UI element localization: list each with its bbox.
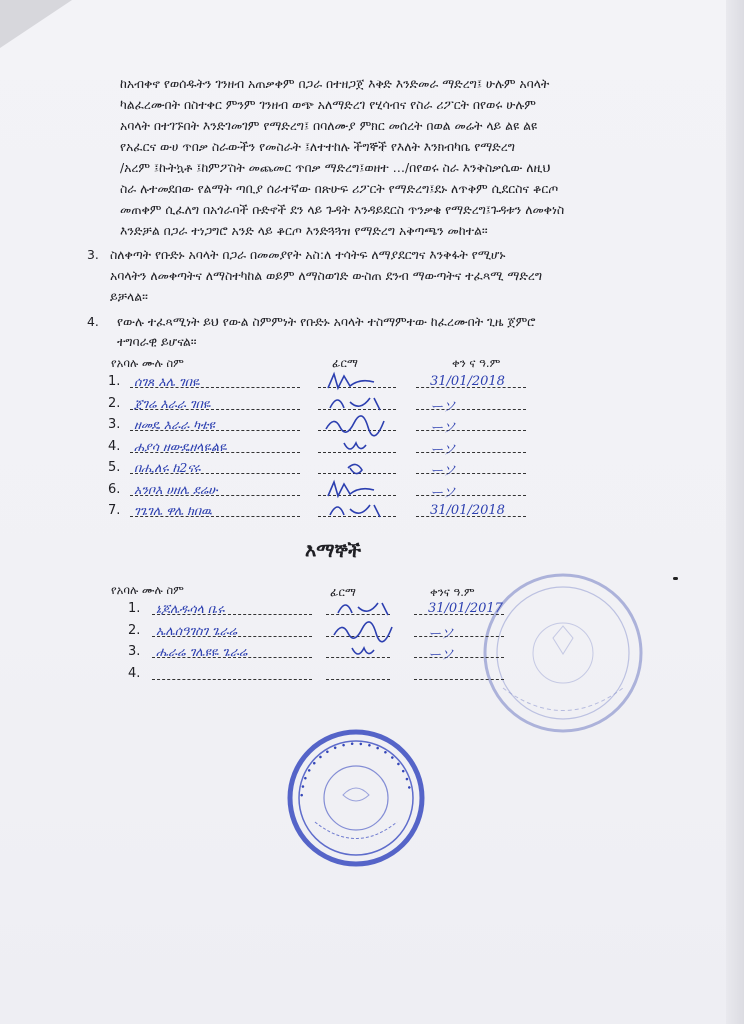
paragraph-line: መጠቀም ሲፈለግ በአጎራባች ቡድኖች ደን ላይ ጉዳት እንዳይደርስ ጥንቃቄ የማድረግ፤ጉዳቱን ለመቀነስ — [120, 202, 565, 217]
page-edge — [726, 0, 744, 1024]
handwritten-date: ーソ — [428, 648, 454, 663]
section-title: እማኞች — [305, 540, 362, 562]
signature-scribble — [324, 478, 394, 502]
row-number: 3. — [108, 417, 121, 432]
signature-scribble — [324, 499, 394, 523]
row-number: 6. — [108, 481, 121, 497]
paragraph-line: ካልፈረሙበት በስተቀር ምንም ገንዘብ ወጭ አለማድረገ የሂሳብና የስራ ሪፖርት በየወሩ ሁሉም — [120, 97, 536, 112]
handwritten-date: ーソ — [430, 464, 456, 479]
handwritten-name: ሔራሬ ገሌዩዬ ጌራሬ — [156, 644, 248, 659]
paragraph-line: ስራ ሉተመደበው የልማት ጣቢያ ሰራተኛው በጽሁፍ ሪፖርት የማድረግ፤ደኑ ለጥቅም ሲደርስና ቆርጦ — [120, 181, 559, 196]
handwritten-name: በሒለሩ ከ2ናሩ — [134, 460, 201, 475]
handwritten-date: 31/01/2018 — [430, 374, 505, 389]
item-line: አባላትን ለመቀጣትና ለማስተካከል ወይም ለማስወገድ ውስጠ ደንብ ማውጣትና ተፈጻሚ ማድረግ — [110, 268, 543, 283]
signature-scribble — [332, 597, 402, 621]
handwritten-name: ኤሌሰዓገስገ ጌራሬ — [156, 622, 238, 638]
signature-row — [128, 666, 588, 688]
handwritten-name: ዘመዴ እራራ ካቴዩ — [134, 417, 215, 432]
handwritten-date: ーソ — [430, 485, 456, 501]
folded-corner — [0, 0, 72, 48]
handwritten-name: ኔጆሌዱሳላ ቤሩ — [156, 601, 225, 616]
column-header-signature: ፊርማ — [332, 356, 358, 370]
signature-scribble — [324, 392, 394, 416]
handwritten-name: ገጌገሌ ዋሌ ክበዉ — [134, 503, 212, 518]
column-header-date: ቀን ና ዓ.ም — [452, 356, 501, 370]
row-number: 4. — [108, 438, 121, 454]
item-line: ስለቀጣት የቡድኑ አባላት በጋራ በመመያየት አስ:ለ ተሳትፍ ለማያደርግና እንቅፋት የሚሆኑ — [110, 247, 506, 262]
item-number: 4. — [87, 314, 99, 329]
signature-scribble — [324, 413, 394, 437]
item-line: ይቻላል፡፡ — [110, 289, 148, 304]
handwritten-date: ーソ — [430, 399, 456, 415]
row-number: 7. — [108, 503, 121, 518]
paragraph-line: የአፈርና ውሀ ጥበቃ ስራውችን የመስራት ፤ለተተከሉ ችግኞች የእለት እንክብካቤ የማድረግ — [120, 139, 515, 154]
handwritten-date: 31/01/2017 — [428, 601, 503, 616]
row-number: 1. — [128, 601, 141, 616]
svg-text:• • • • • • • • • • • • • • •: • • • • • • • • • • • • • • • • • • • — [297, 739, 414, 799]
paragraph-line: እንድቻል በጋራ ተነጋግሮ አንድ ላይ ቆርጦ እንድጓጓዝ የማድረግ አቅጣጫን መከተል፡፡ — [120, 223, 488, 238]
handwritten-name: ሰገጸ እሌ ገበዬ — [134, 374, 200, 389]
paragraph-line: ከአብቀኖ የወሰዱትን ገንዘብ አጠቃቀም በጋራ በተዘጋጀ እቅድ እንድመራ ማድረግ፤ ሁሉም አባላት — [120, 76, 550, 91]
handwritten-date: ーソ — [428, 626, 454, 642]
handwritten-date: ーソ — [430, 421, 456, 436]
signature-scribble — [324, 435, 394, 459]
name-line — [152, 679, 312, 680]
row-number: 2. — [108, 395, 121, 411]
handwritten-name: አንቦእ ሀዘሌ ደሬሁ — [134, 481, 218, 497]
column-header-date: ቀንና ዓ.ም — [430, 585, 475, 599]
handwritten-date: 31/01/2018 — [430, 503, 505, 518]
paragraph-line: /አረም ፤ኩትኳቶ ፤ከምፖስት መጨመር ጥበቃ ማድረግ፤ወዘተ …/በየወሩ ስራ እንቅስቃሴው ለዚህ — [120, 160, 551, 175]
signature-scribble — [332, 640, 402, 664]
item-line: ተግባራዊ ይሆናል፡፡ — [117, 334, 197, 349]
row-number: 2. — [128, 622, 141, 638]
item-number: 3. — [87, 247, 99, 262]
signature-scribble — [332, 619, 402, 643]
signature-scribble — [324, 370, 394, 394]
signature-line — [326, 679, 390, 680]
column-header-name: የአባሉ ሙሉ ስም — [111, 356, 184, 370]
row-number: 1. — [108, 374, 121, 389]
official-seal-stamp — [285, 727, 427, 869]
paragraph-line: አባላት በተገኙበት እንድገመገም የማድረግ፤ በባለሙያ ምክር መሰረት በወል መሬት ላይ ልዩ ልዩ — [120, 118, 538, 133]
row-number: 5. — [108, 460, 121, 475]
handwritten-name: ጀገሬ እራራ ገበዬ — [134, 395, 211, 411]
handwritten-name: ሐያሳ ዘውዴዘላዬልዬ — [134, 438, 227, 454]
row-number: 3. — [128, 644, 141, 659]
item-line: የውሉ ተፈጻሚነት ይህ የውል ስምምነት የቡድኑ አባላት ተስማምተው ከፈረሙበት ጊዜ ጀምሮ — [117, 314, 536, 329]
column-header-signature: ፊርማ — [330, 585, 356, 599]
signature-row — [108, 503, 568, 525]
signature-scribble — [324, 456, 394, 480]
row-number: 4. — [128, 665, 141, 681]
signature-row — [128, 644, 588, 666]
column-header-name: የአባሉ ሙሉ ስም — [111, 583, 184, 597]
date-line — [414, 679, 504, 680]
handwritten-date: ーソ — [430, 442, 456, 458]
ink-dot — [673, 577, 678, 580]
